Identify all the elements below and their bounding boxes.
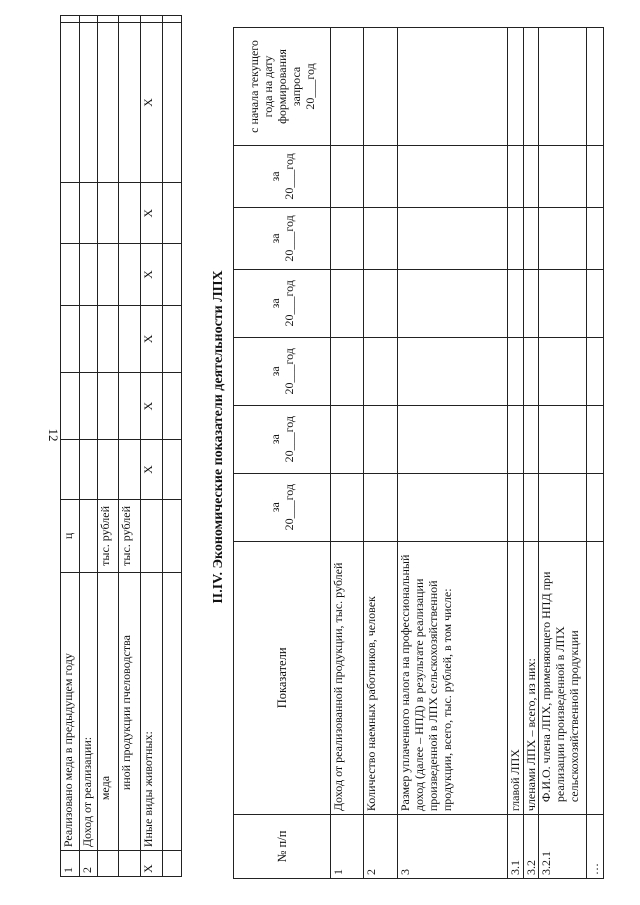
value-cell[interactable] — [508, 145, 524, 207]
row-cell — [79, 373, 98, 440]
value-cell[interactable] — [331, 28, 364, 146]
value-cell[interactable] — [364, 337, 398, 405]
value-cell[interactable] — [364, 269, 398, 337]
row-num: 3 — [398, 815, 508, 879]
value-cell[interactable] — [524, 269, 539, 337]
row-num: 2 — [364, 815, 398, 879]
row-cell: X — [141, 244, 163, 305]
top-table-row — [163, 16, 182, 877]
row-cell: X — [141, 23, 163, 183]
value-cell[interactable] — [398, 269, 508, 337]
value-cell[interactable] — [364, 207, 398, 269]
table-row — [331, 28, 364, 879]
row-cell — [119, 440, 141, 499]
row-cell — [61, 183, 80, 244]
value-cell[interactable] — [331, 337, 364, 405]
row-unit: тыс. рублей — [119, 499, 141, 573]
row-cell: X — [141, 440, 163, 499]
value-cell[interactable] — [364, 405, 398, 473]
header-num: № п/п — [234, 815, 331, 879]
row-cell-empty — [163, 16, 182, 23]
row-cell — [79, 305, 98, 372]
row-cell — [98, 244, 119, 305]
table-row — [398, 28, 508, 879]
top-table-rotated — [60, 15, 182, 877]
row-cell — [98, 23, 119, 183]
row-cell — [119, 183, 141, 244]
row-num: … — [587, 815, 604, 879]
row-unit: тыс. рублей — [98, 499, 119, 573]
value-cell[interactable] — [524, 145, 539, 207]
main-table — [233, 27, 604, 879]
value-cell[interactable] — [508, 405, 524, 473]
row-num — [98, 851, 119, 877]
row-label: Доход от реализации: — [79, 573, 98, 851]
value-cell[interactable] — [587, 473, 604, 541]
row-label: Размер уплаченного налога на профессиональный доход (далее – НПД) в результате реализации произведенной в ЛПХ сельскохозяйственной продукции, всего, тыс. рублей, в том числе: — [398, 541, 508, 815]
value-cell[interactable] — [539, 337, 587, 405]
top-table-row — [141, 16, 163, 877]
header-year-5: за 20___год — [234, 207, 331, 269]
value-cell[interactable] — [508, 337, 524, 405]
header-indicators: Показатели — [234, 541, 331, 815]
table-row — [524, 28, 539, 879]
value-cell[interactable] — [331, 269, 364, 337]
value-cell[interactable] — [364, 473, 398, 541]
row-label: Иные виды животных: — [141, 573, 163, 851]
row-label: Количество наемных работников, человек — [364, 541, 398, 815]
row-cell — [98, 305, 119, 372]
value-cell[interactable] — [539, 207, 587, 269]
top-table-row — [61, 16, 80, 877]
row-label: иной продукции пчеловодства — [119, 573, 141, 851]
value-cell[interactable] — [398, 473, 508, 541]
value-cell[interactable] — [508, 28, 524, 146]
row-label — [587, 541, 604, 815]
value-cell[interactable] — [524, 473, 539, 541]
row-cell-empty — [141, 16, 163, 23]
row-unit — [79, 499, 98, 573]
value-cell[interactable] — [539, 28, 587, 146]
value-cell[interactable] — [331, 207, 364, 269]
value-cell[interactable] — [331, 473, 364, 541]
row-label: главой ЛПХ — [508, 541, 524, 815]
value-cell[interactable] — [524, 405, 539, 473]
row-label: членами ЛПХ – всего, из них: — [524, 541, 539, 815]
row-num: 1 — [61, 851, 80, 877]
row-cell: X — [141, 373, 163, 440]
table-row — [539, 28, 587, 879]
row-cell — [163, 183, 182, 244]
value-cell[interactable] — [524, 207, 539, 269]
value-cell[interactable] — [587, 145, 604, 207]
row-cell — [61, 305, 80, 372]
row-cell — [79, 440, 98, 499]
value-cell[interactable] — [398, 337, 508, 405]
row-label — [163, 573, 182, 851]
row-cell — [61, 244, 80, 305]
value-cell[interactable] — [398, 145, 508, 207]
row-cell-empty — [79, 16, 98, 23]
value-cell[interactable] — [508, 207, 524, 269]
row-num: 2 — [79, 851, 98, 877]
header-year-6: за 20___год — [234, 145, 331, 207]
header-year-2: за 20___год — [234, 405, 331, 473]
value-cell[interactable] — [539, 473, 587, 541]
row-cell — [119, 305, 141, 372]
top-table — [60, 15, 182, 877]
row-cell — [119, 244, 141, 305]
row-cell — [163, 305, 182, 372]
top-table-row — [98, 16, 119, 877]
value-cell[interactable] — [587, 28, 604, 146]
header-year-3: за 20___год — [234, 337, 331, 405]
row-cell-empty — [119, 16, 141, 23]
value-cell[interactable] — [398, 28, 508, 146]
table-header-row — [234, 28, 331, 879]
row-label: Реализовано меда в предыдущем году — [61, 573, 80, 851]
row-cell — [79, 244, 98, 305]
row-cell — [163, 23, 182, 183]
row-unit — [163, 499, 182, 573]
header-year-4: за 20___год — [234, 269, 331, 337]
row-cell — [163, 244, 182, 305]
value-cell[interactable] — [508, 473, 524, 541]
main-table-rotated — [233, 27, 603, 879]
row-num: 3.1 — [508, 815, 524, 879]
value-cell[interactable] — [587, 337, 604, 405]
row-cell — [79, 23, 98, 183]
section-title: II.IV. Экономические показатели деятельности ЛПХ — [211, 270, 226, 604]
table-row — [508, 28, 524, 879]
row-cell — [61, 23, 80, 183]
value-cell[interactable] — [587, 269, 604, 337]
table-row — [587, 28, 604, 879]
top-table-row — [79, 16, 98, 877]
value-cell[interactable] — [331, 145, 364, 207]
value-cell[interactable] — [398, 207, 508, 269]
value-cell[interactable] — [364, 145, 398, 207]
value-cell[interactable] — [331, 405, 364, 473]
row-cell — [79, 183, 98, 244]
row-num: 1 — [331, 815, 364, 879]
table-row — [364, 28, 398, 879]
value-cell[interactable] — [524, 28, 539, 146]
row-cell — [61, 373, 80, 440]
header-current: с начала текущего года на дату формирования запроса 20___год — [234, 28, 331, 146]
row-cell — [163, 373, 182, 440]
row-label: меда — [98, 573, 119, 851]
row-cell — [119, 23, 141, 183]
row-cell: X — [141, 305, 163, 372]
row-num: 3.2 — [524, 815, 539, 879]
value-cell[interactable] — [539, 405, 587, 473]
value-cell[interactable] — [508, 269, 524, 337]
row-label: Ф.И.О. члена ЛПХ, применяющего НПД при реализации произведенной в ЛПХ сельскохозяйственной продукции — [539, 541, 587, 815]
row-cell — [98, 440, 119, 499]
value-cell[interactable] — [398, 405, 508, 473]
row-num: 3.2.1 — [539, 815, 587, 879]
row-cell: X — [141, 183, 163, 244]
row-num — [119, 851, 141, 877]
row-cell — [163, 440, 182, 499]
row-unit: ц — [61, 499, 80, 573]
top-table-row — [119, 16, 141, 877]
value-cell[interactable] — [539, 269, 587, 337]
page-number: 12 — [46, 428, 61, 442]
row-cell-empty — [61, 16, 80, 23]
row-cell-empty — [98, 16, 119, 23]
row-cell — [98, 183, 119, 244]
row-cell — [61, 440, 80, 499]
row-cell — [119, 373, 141, 440]
value-cell[interactable] — [587, 207, 604, 269]
row-num — [163, 851, 182, 877]
row-cell — [98, 373, 119, 440]
row-label: Доход от реализованной продукции, тыс. рублей — [331, 541, 364, 815]
value-cell[interactable] — [539, 145, 587, 207]
row-unit — [141, 499, 163, 573]
row-num: X — [141, 851, 163, 877]
value-cell[interactable] — [587, 405, 604, 473]
header-year-1: за 20___год — [234, 473, 331, 541]
value-cell[interactable] — [364, 28, 398, 146]
value-cell[interactable] — [524, 337, 539, 405]
